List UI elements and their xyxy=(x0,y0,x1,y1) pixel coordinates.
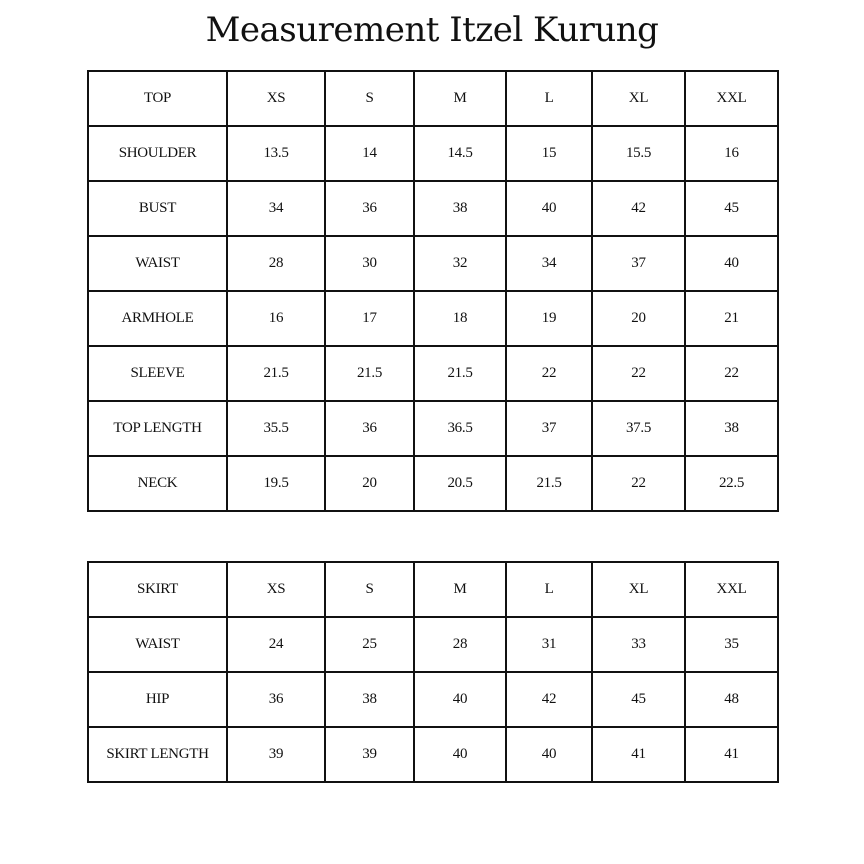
skirt-size-cell: 42 xyxy=(506,672,592,727)
skirt-size-cell: 25 xyxy=(325,617,414,672)
skirt-size-cell: 38 xyxy=(325,672,414,727)
top-size-cell: 21.5 xyxy=(325,346,414,401)
top-size-cell: 20 xyxy=(325,456,414,511)
top-table-row xyxy=(88,346,778,401)
skirt-size-cell: 41 xyxy=(592,727,685,782)
skirt-row-label: SKIRT LENGTH xyxy=(88,727,227,782)
top-size-cell: 16 xyxy=(227,291,325,346)
skirt-size-cell: XL xyxy=(592,562,685,617)
top-size-cell: 21.5 xyxy=(506,456,592,511)
top-size-cell: 30 xyxy=(325,236,414,291)
top-size-cell: S xyxy=(325,71,414,126)
top-header-row xyxy=(88,71,778,126)
skirt-size-cell: 39 xyxy=(325,727,414,782)
skirt-size-cell: 40 xyxy=(414,672,506,727)
top-size-cell: 21.5 xyxy=(227,346,325,401)
top-size-cell: 15 xyxy=(506,126,592,181)
top-size-cell: M xyxy=(414,71,506,126)
page-title: Measurement Itzel Kurung xyxy=(205,10,659,50)
skirt-size-cell: S xyxy=(325,562,414,617)
top-size-cell: L xyxy=(506,71,592,126)
top-table-row xyxy=(88,401,778,456)
top-row-label: TOP xyxy=(88,71,227,126)
top-size-cell: 14.5 xyxy=(414,126,506,181)
top-row-label: WAIST xyxy=(88,236,227,291)
top-size-cell: 36 xyxy=(325,181,414,236)
skirt-measurement-table xyxy=(87,561,779,783)
top-size-cell: 17 xyxy=(325,291,414,346)
skirt-size-cell: 40 xyxy=(414,727,506,782)
skirt-table-body xyxy=(88,562,778,782)
top-size-cell: 45 xyxy=(685,181,778,236)
top-table-row xyxy=(88,456,778,511)
top-table-row xyxy=(88,126,778,181)
top-row-label: BUST xyxy=(88,181,227,236)
top-size-cell: 37.5 xyxy=(592,401,685,456)
top-size-cell: 22 xyxy=(506,346,592,401)
top-size-cell: 18 xyxy=(414,291,506,346)
top-size-cell: 38 xyxy=(414,181,506,236)
top-size-cell: 36.5 xyxy=(414,401,506,456)
top-size-cell: XS xyxy=(227,71,325,126)
top-size-cell: 32 xyxy=(414,236,506,291)
skirt-row-label: SKIRT xyxy=(88,562,227,617)
top-size-cell: 34 xyxy=(506,236,592,291)
skirt-size-cell: 36 xyxy=(227,672,325,727)
top-size-cell: 40 xyxy=(685,236,778,291)
top-size-cell: 37 xyxy=(592,236,685,291)
top-size-cell: 42 xyxy=(592,181,685,236)
skirt-header-row xyxy=(88,562,778,617)
top-table-row xyxy=(88,236,778,291)
top-size-cell: 19.5 xyxy=(227,456,325,511)
top-measurement-table xyxy=(87,70,779,512)
top-row-label: NECK xyxy=(88,456,227,511)
top-size-cell: 28 xyxy=(227,236,325,291)
top-size-cell: 22 xyxy=(592,456,685,511)
top-size-cell: 22 xyxy=(685,346,778,401)
skirt-size-cell: 39 xyxy=(227,727,325,782)
top-size-cell: 13.5 xyxy=(227,126,325,181)
top-size-cell: 21 xyxy=(685,291,778,346)
top-table-row xyxy=(88,291,778,346)
top-size-cell: 21.5 xyxy=(414,346,506,401)
top-row-label: SHOULDER xyxy=(88,126,227,181)
skirt-size-cell: L xyxy=(506,562,592,617)
top-size-cell: 22 xyxy=(592,346,685,401)
skirt-row-label: WAIST xyxy=(88,617,227,672)
skirt-size-cell: 35 xyxy=(685,617,778,672)
top-size-cell: 40 xyxy=(506,181,592,236)
top-size-cell: 16 xyxy=(685,126,778,181)
top-row-label: TOP LENGTH xyxy=(88,401,227,456)
skirt-table-row xyxy=(88,727,778,782)
top-size-cell: 19 xyxy=(506,291,592,346)
skirt-table-row xyxy=(88,617,778,672)
skirt-size-cell: M xyxy=(414,562,506,617)
skirt-size-cell: 45 xyxy=(592,672,685,727)
skirt-size-cell: 24 xyxy=(227,617,325,672)
skirt-size-cell: 28 xyxy=(414,617,506,672)
top-size-cell: 36 xyxy=(325,401,414,456)
skirt-table-row xyxy=(88,672,778,727)
top-table-row xyxy=(88,181,778,236)
skirt-size-cell: XXL xyxy=(685,562,778,617)
top-size-cell: XXL xyxy=(685,71,778,126)
skirt-size-cell: 41 xyxy=(685,727,778,782)
top-size-cell: 20 xyxy=(592,291,685,346)
skirt-row-label: HIP xyxy=(88,672,227,727)
top-size-cell: 22.5 xyxy=(685,456,778,511)
skirt-size-cell: 31 xyxy=(506,617,592,672)
top-size-cell: 35.5 xyxy=(227,401,325,456)
skirt-size-cell: 40 xyxy=(506,727,592,782)
top-table-body xyxy=(88,71,778,511)
top-size-cell: 15.5 xyxy=(592,126,685,181)
skirt-size-cell: 48 xyxy=(685,672,778,727)
skirt-size-cell: 33 xyxy=(592,617,685,672)
top-size-cell: 38 xyxy=(685,401,778,456)
top-row-label: ARMHOLE xyxy=(88,291,227,346)
top-size-cell: XL xyxy=(592,71,685,126)
top-size-cell: 37 xyxy=(506,401,592,456)
top-size-cell: 34 xyxy=(227,181,325,236)
top-size-cell: 20.5 xyxy=(414,456,506,511)
top-size-cell: 14 xyxy=(325,126,414,181)
top-row-label: SLEEVE xyxy=(88,346,227,401)
skirt-size-cell: XS xyxy=(227,562,325,617)
